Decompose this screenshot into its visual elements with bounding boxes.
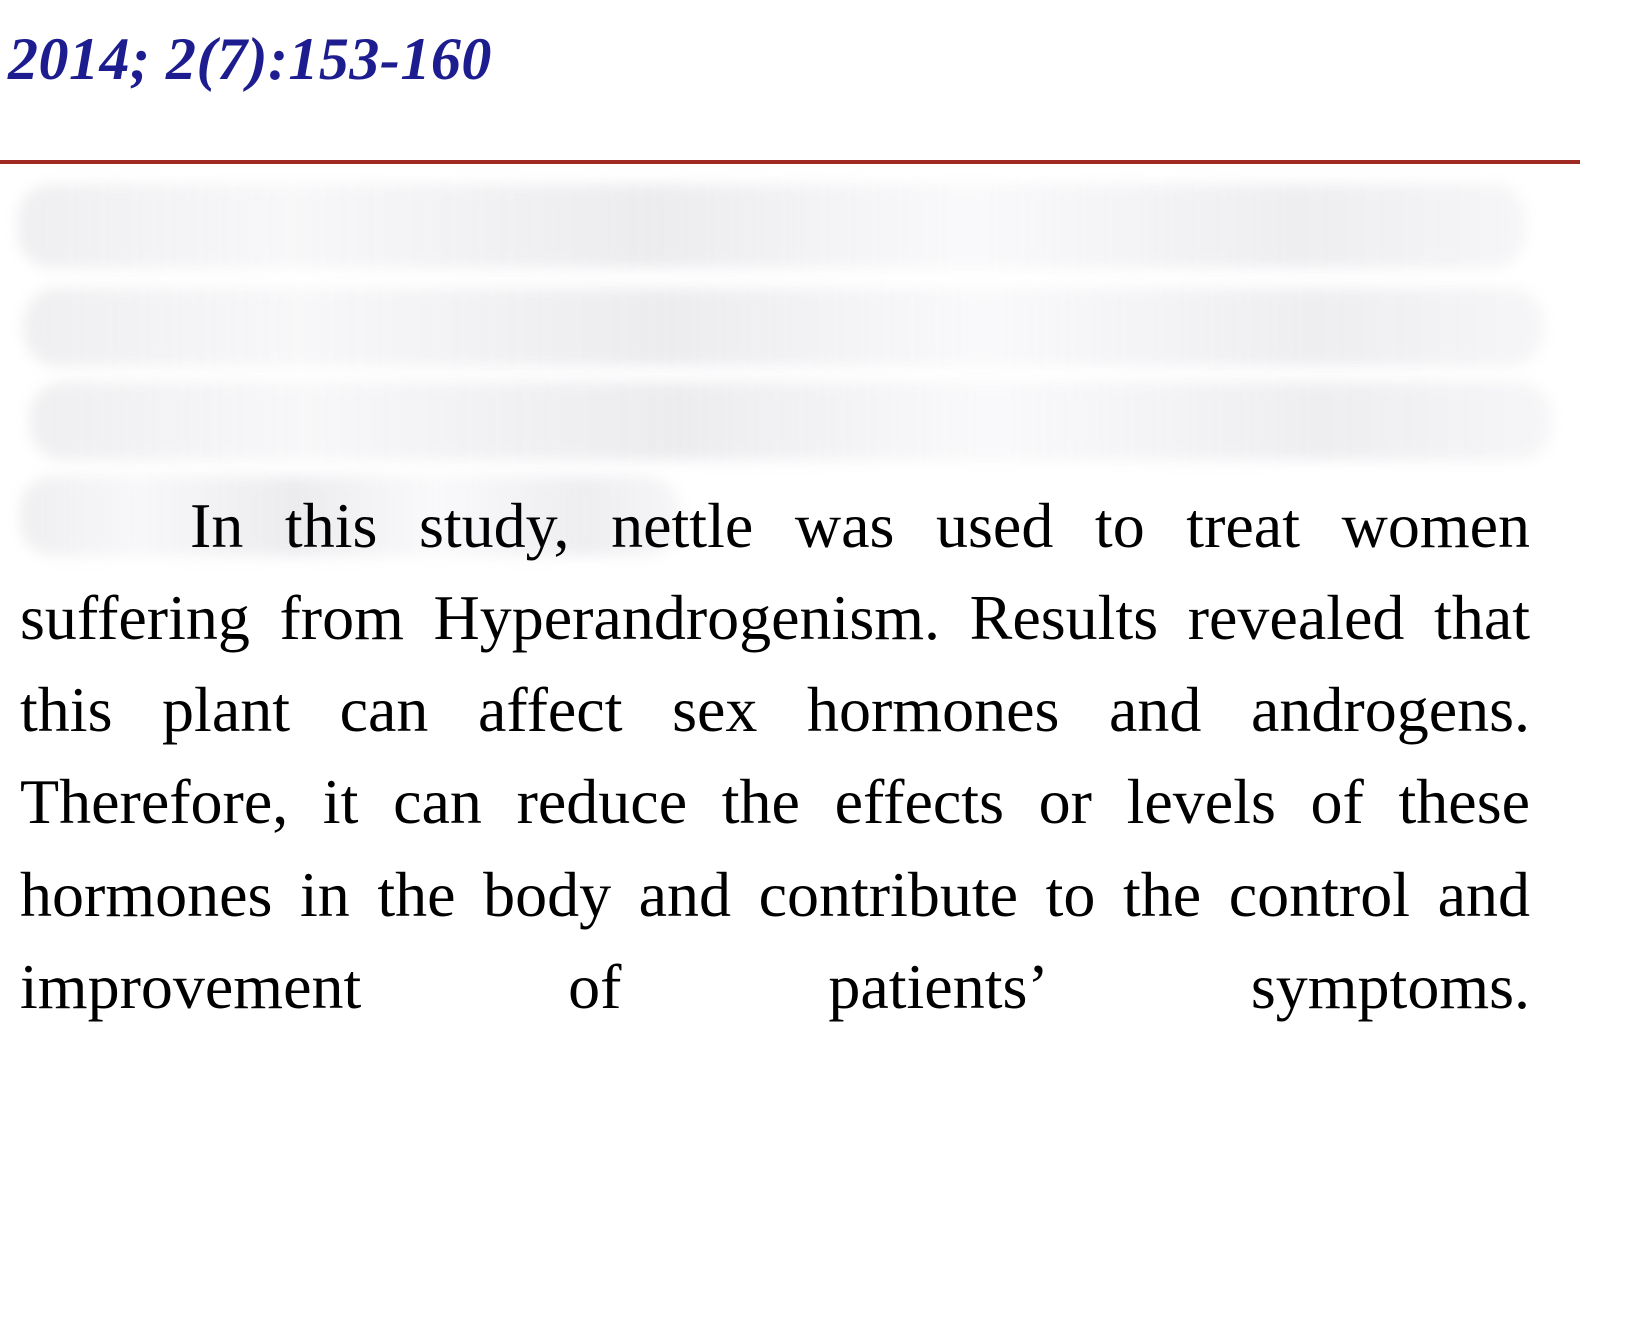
journal-citation: 2014; 2(7):153-160 [8,26,492,92]
redacted-line-3 [30,382,1552,460]
horizontal-rule [0,160,1580,164]
redacted-line-2 [24,288,1544,366]
body-paragraph: In this study, nettle was used to treat women suffering from Hyperandrogenism. Results revealed that this plant can affect sex hormones and androgens. Therefore, it can reduce the effects or levels of these hormones in the body and contribute to the control and improvement of patients’ symptoms. [20,490,1530,1022]
redacted-line-1 [18,184,1526,268]
